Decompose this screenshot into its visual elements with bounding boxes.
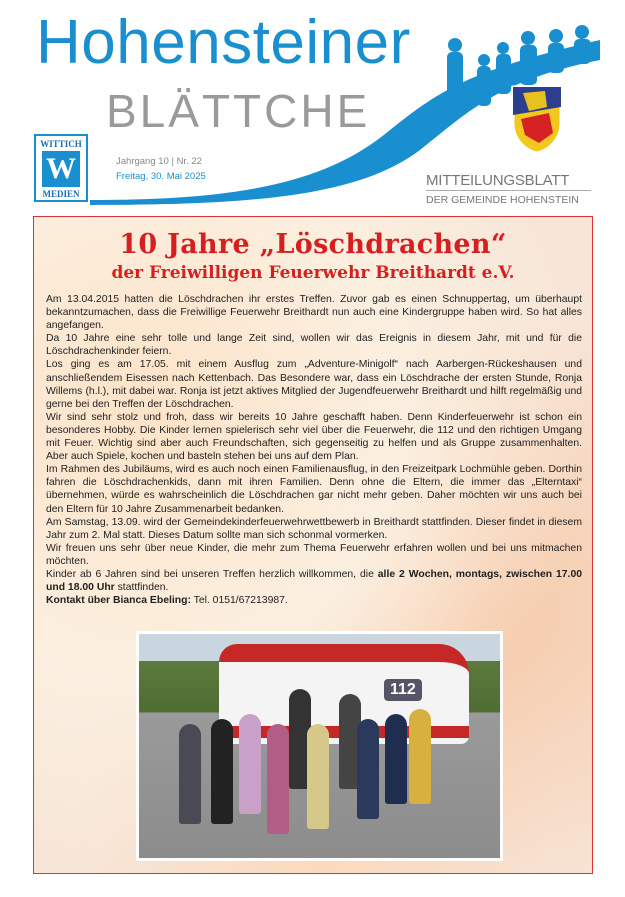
van-number: 112 [384,679,422,701]
paragraph: Wir freuen uns sehr über neue Kinder, die mehr zum Thema Feuerwehr erfahren wollen und bei uns mitmachen möchten. [46,542,582,567]
paragraph: Los ging es am 17.05. mit einem Ausflug zum „Adventure-Minigolf“ nach Aarbergen-Rückeshausen und anschließendem Eisessen nach Kettenbach. Das Besondere war, dass ein Löschdrache der ersten Stunde, Ronja Willems (h.l.), mit dabei war. Ronja ist jetzt aktives Mitglied der Jugendfeuerwehr Breithardt und hilft regelmäßig und gerne bei den Treffen der Löschdrachen. [46,359,582,410]
person [409,709,431,804]
paragraph: Da 10 Jahre eine sehr tolle und lange Zeit sind, wollen wir das Ereignis in diesem Jahr, mit und für die Löschdrachenkinder feiern. [46,333,582,358]
paragraph: Am Samstag, 13.09. wird der Gemeindekinderfeuerwehrwettbewerb in Breithardt stattfinden. Dieser findet in diesem Jahr zum 2. Mal statt. Dieses Datum sollte man sich schonmal vormerken. [46,516,582,541]
schedule-text: Kinder ab 6 Jahren sind bei unseren Treffen herzlich willkommen, die [46,568,378,580]
person [179,724,201,824]
mitteilungsblatt-label: MITTEILUNGSBLATT [426,172,570,189]
issue-number: Jahrgang 10 | Nr. 22 [116,156,202,167]
article-box [33,216,593,874]
paragraph: Am 13.04.2015 hatten die Löschdrachen ihr erstes Treffen. Zuvor gab es einen Schnuppertag, um überhaupt bekanntzumachen, dass die Freiwillige Feuerwehr Breithardt nun auch eine Kindergruppe haben wird. So hat alles angefangen. [46,294,582,332]
logo-mark: W [42,151,80,187]
person [385,714,407,804]
masthead [0,0,625,212]
contact-paragraph [46,594,582,607]
masthead-subtitle: BLÄTTCHE [106,85,371,137]
issue-date: Freitag, 30. Mai 2025 [116,171,206,182]
person [357,719,379,819]
municipality-label: DER GEMEINDE HOHENSTEIN [426,194,579,206]
person [239,714,261,814]
person [307,724,329,829]
schedule-bold: alle 2 Wochen, montags, zwischen 17.00 und 18.00 Uhr [46,568,583,594]
divider [426,190,591,191]
article-subheadline: der Freiwilligen Feuerwehr Breithardt e.V. [111,263,515,283]
person [267,724,289,834]
article-headline: 10 Jahre „Löschdrachen“ [119,229,507,260]
masthead-title: Hohensteiner [36,8,411,77]
contact-phone: Tel. 0151/67213987. [190,595,288,607]
paragraph: Im Rahmen des Jubiläums, wird es auch noch einen Familienausflug, in den Freizeitpark Lochmühle geben. Dorthin fahren die Löschdrachenkids, dann mit ihren Familien. Denn ohne die Eltern, die immer das „Elterntaxi“ übernehmen, würde es wahrscheinlich die Löschdrachen gar nicht mehr geben. Daher möchten wir uns auch bei den Eltern für 10 Jahre Zusammenarbeit bedanken. [46,464,582,515]
wittich-medien-logo [34,134,88,202]
schedule-text-end: stattfinden. [114,582,169,594]
schedule-paragraph [46,568,582,594]
contact-label: Kontakt über Bianca Ebeling: [46,595,191,607]
logo-text-top: WITTICH [40,139,82,149]
paragraph: Wir sind sehr stolz und froh, dass wir bereits 10 Jahre geschafft haben. Denn Kinderfeuerwehr ist schon ein besonderes Hobby. Die Kinder lernen spielerisch sehr viel über die Feuerwehr, die 112 und den richtigen Umgang mit Feuer. Wichtig sind aber auch Freundschaften, sich gegenseitig zu helfen und als Gruppe zusammenhalten. Aber auch Spiele, kochen und basteln stehen bei uns auf dem Plan. [46,411,582,463]
logo-text-bottom: MEDIEN [42,189,80,199]
person [211,719,233,824]
article-body [46,293,582,607]
coat-of-arms-icon [511,83,563,155]
group-photo [136,631,503,861]
